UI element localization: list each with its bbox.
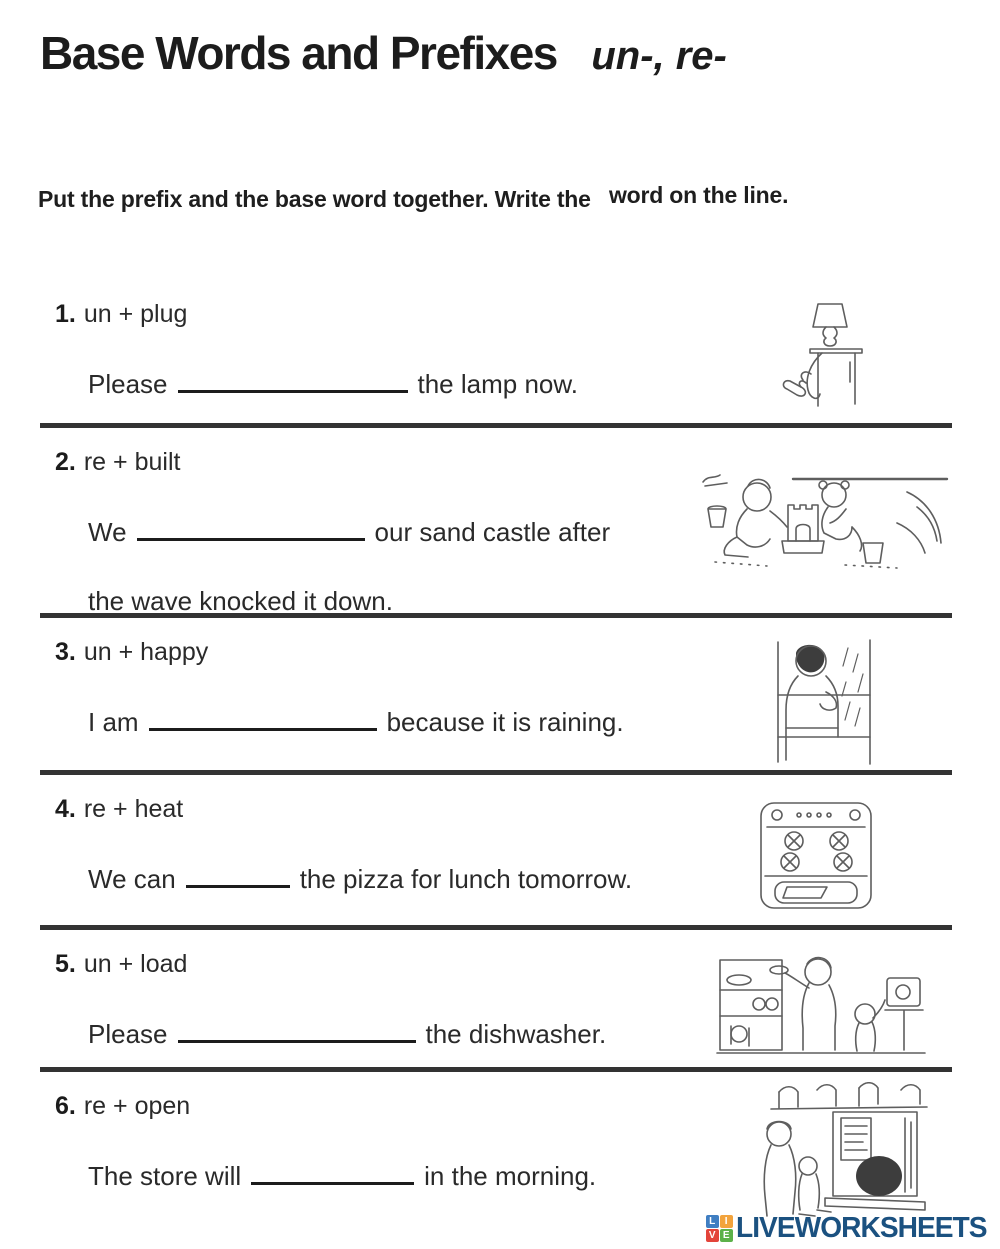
logo-cell-v: V xyxy=(706,1229,719,1242)
liveworksheets-logo[interactable] xyxy=(706,1212,994,1245)
sentence-before: Please xyxy=(88,369,168,399)
sentence-after: in the morning. xyxy=(424,1161,597,1191)
sand-castle-illustration xyxy=(695,464,957,572)
title-prefixes: un-, re- xyxy=(591,34,727,78)
sentence-before: Please xyxy=(88,1019,168,1049)
sentence-after: the pizza for lunch tomorrow. xyxy=(299,864,633,894)
item-equation: re + heat xyxy=(83,795,184,823)
worksheet-item-5 xyxy=(40,930,952,1072)
answer-blank-3[interactable] xyxy=(149,724,377,731)
title-text: Base Words and Prefixes xyxy=(40,27,557,79)
item-equation: un + load xyxy=(83,950,188,978)
sentence-before: The store will xyxy=(88,1161,242,1191)
liveworksheets-grid-icon xyxy=(706,1215,733,1242)
item-equation: re + open xyxy=(83,1092,191,1120)
worksheet-item-4 xyxy=(40,775,952,930)
answer-blank-6[interactable] xyxy=(251,1178,414,1185)
page-title xyxy=(40,26,727,80)
sentence-after: because it is raining. xyxy=(386,707,624,737)
item-number: 5. xyxy=(55,950,76,978)
sentence-before: We xyxy=(88,517,127,547)
item-equation: re + built xyxy=(83,448,181,476)
sentence-after: our sand castle after xyxy=(374,517,611,547)
answer-blank-2[interactable] xyxy=(137,534,365,541)
store-front-illustration xyxy=(755,1082,937,1224)
worksheet-item-2 xyxy=(40,428,952,618)
sentence-after: the lamp now. xyxy=(417,369,578,399)
rainy-window-illustration xyxy=(770,638,878,766)
instructions-text: Put the prefix and the base word together. Write the xyxy=(38,186,591,212)
item-number: 1. xyxy=(55,300,76,328)
instructions-text-end: word on the line. xyxy=(608,182,789,208)
sentence-before: I am xyxy=(88,707,139,737)
answer-blank-1[interactable] xyxy=(178,386,408,393)
answer-blank-5[interactable] xyxy=(178,1036,416,1043)
item-number: 4. xyxy=(55,795,76,823)
item-number: 2. xyxy=(55,448,76,476)
answer-blank-4[interactable] xyxy=(186,881,290,888)
instructions xyxy=(38,182,789,213)
dishwasher-illustration xyxy=(715,952,927,1062)
sentence-after: the dishwasher. xyxy=(425,1019,607,1049)
logo-text: LIVEWORKSHEETS xyxy=(735,1212,987,1244)
logo-cell-l: L xyxy=(706,1215,719,1228)
worksheet-items xyxy=(40,280,952,1249)
logo-cell-i: I xyxy=(720,1215,733,1228)
worksheet-item-3 xyxy=(40,618,952,775)
stove-illustration xyxy=(755,797,877,915)
item-equation: un + plug xyxy=(83,300,188,328)
item-equation: un + happy xyxy=(83,638,209,666)
logo-cell-e: E xyxy=(720,1229,733,1242)
sentence-before: We can xyxy=(88,864,176,894)
item-number: 3. xyxy=(55,638,76,666)
worksheet-item-1 xyxy=(40,280,952,428)
item-number: 6. xyxy=(55,1092,76,1120)
lamp-unplug-illustration xyxy=(780,296,872,410)
item-2-sentence-line2: the wave knocked it down. xyxy=(88,586,393,616)
